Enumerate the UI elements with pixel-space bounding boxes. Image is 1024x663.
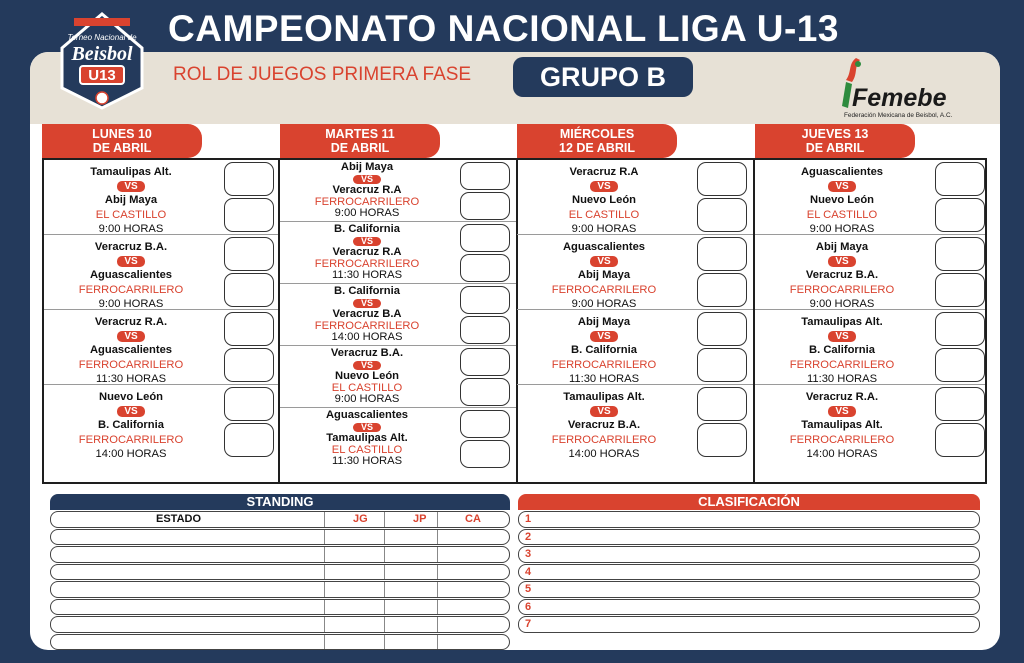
column-divider xyxy=(324,530,325,545)
vs-badge: VS xyxy=(353,361,381,370)
column-divider xyxy=(384,565,385,580)
team-away: Abij Maya xyxy=(577,269,631,282)
score-box-home[interactable] xyxy=(460,348,510,376)
match-block xyxy=(44,235,278,310)
femebe-logo xyxy=(832,56,982,118)
column-divider xyxy=(384,530,385,545)
vs-badge: VS xyxy=(117,256,145,267)
score-box-away[interactable] xyxy=(935,198,985,232)
clasificacion-row[interactable] xyxy=(518,529,980,546)
score-box-away[interactable] xyxy=(460,192,510,220)
match-block xyxy=(44,385,278,460)
vs-badge: VS xyxy=(828,256,856,267)
page-title: CAMPEONATO NACIONAL LIGA U-13 xyxy=(168,8,839,49)
day-column xyxy=(517,158,755,484)
clasificacion-row[interactable] xyxy=(518,616,980,633)
score-box-away[interactable] xyxy=(460,440,510,468)
day-column xyxy=(755,158,987,484)
team-away: Nuevo León xyxy=(571,194,637,207)
score-box-home[interactable] xyxy=(697,237,747,271)
team-away: Veracruz B.A xyxy=(332,308,402,321)
vs-badge: VS xyxy=(590,331,618,342)
vs-badge: VS xyxy=(590,181,618,192)
match-block xyxy=(280,346,516,408)
column-divider xyxy=(437,530,438,545)
column-divider xyxy=(384,600,385,615)
score-box-home[interactable] xyxy=(224,312,274,346)
column-divider xyxy=(324,512,325,527)
team-away: Veracruz R.A xyxy=(332,246,402,259)
group-badge: GRUPO B xyxy=(513,57,693,97)
match-block xyxy=(280,408,516,470)
team-away: Veracruz B.A. xyxy=(805,269,879,282)
team-away: Veracruz R.A xyxy=(332,184,402,197)
team-home: Veracruz R.A. xyxy=(94,316,168,328)
score-box-home[interactable] xyxy=(460,162,510,190)
match-time: 14:00 HORAS xyxy=(806,447,878,460)
position-number: 5 xyxy=(525,583,532,595)
standing-jg-header: JG xyxy=(353,513,368,525)
standing-row[interactable] xyxy=(50,564,510,581)
match-venue: EL CASTILLO xyxy=(568,208,640,221)
score-box-away[interactable] xyxy=(697,348,747,382)
clasificacion-row[interactable] xyxy=(518,564,980,581)
team-home: Abij Maya xyxy=(815,241,869,253)
position-number: 2 xyxy=(525,530,532,543)
column-divider xyxy=(437,547,438,562)
match-block xyxy=(755,385,985,460)
standing-row[interactable] xyxy=(50,616,510,633)
match-time: 9:00 HORAS xyxy=(334,207,400,220)
score-box-home[interactable] xyxy=(460,224,510,252)
score-box-away[interactable] xyxy=(697,273,747,307)
score-box-home[interactable] xyxy=(224,237,274,271)
column-divider xyxy=(384,512,385,527)
column-divider xyxy=(384,547,385,562)
match-block xyxy=(44,310,278,385)
match-venue: EL CASTILLO xyxy=(95,208,167,221)
clasificacion-row[interactable] xyxy=(518,546,980,563)
standing-ca-header: CA xyxy=(465,513,481,525)
match-time: 9:00 HORAS xyxy=(98,222,164,235)
match-block xyxy=(517,160,753,235)
clasificacion-row[interactable] xyxy=(518,581,980,598)
clasificacion-row[interactable] xyxy=(518,599,980,616)
vs-badge: VS xyxy=(590,256,618,267)
position-number: 3 xyxy=(525,548,532,560)
team-home: Veracruz B.A. xyxy=(94,241,168,253)
column-divider xyxy=(384,617,385,632)
match-block xyxy=(755,310,985,385)
tournament-logo xyxy=(52,10,152,110)
day-name: MIÉRCOLES xyxy=(559,127,635,141)
match-block xyxy=(280,160,516,222)
clasificacion-table xyxy=(518,494,980,633)
score-box-home[interactable] xyxy=(460,410,510,438)
match-venue: FERROCARRILERO xyxy=(551,283,657,296)
score-box-away[interactable] xyxy=(935,348,985,382)
logo-line3: U13 xyxy=(88,67,116,84)
score-box-home[interactable] xyxy=(697,162,747,196)
score-box-away[interactable] xyxy=(460,378,510,406)
match-venue: FERROCARRILERO xyxy=(314,195,420,208)
match-time: 11:30 HORAS xyxy=(331,269,403,282)
vs-badge: VS xyxy=(117,181,145,192)
vs-badge: VS xyxy=(590,406,618,417)
match-block xyxy=(517,385,753,460)
day-date: DE ABRIL xyxy=(92,141,152,155)
match-block xyxy=(755,235,985,310)
team-away: Tamaulipas Alt. xyxy=(326,432,408,445)
vs-badge: VS xyxy=(828,181,856,192)
team-home: B. California xyxy=(334,285,400,297)
match-time: 11:30 HORAS xyxy=(806,372,878,385)
day-date: DE ABRIL xyxy=(805,141,865,155)
day-column xyxy=(42,158,280,484)
team-home: Abij Maya xyxy=(340,161,394,173)
standing-title: STANDING xyxy=(50,494,510,510)
femebe-name: Femebe xyxy=(852,84,947,112)
score-box-home[interactable] xyxy=(224,162,274,196)
vs-badge: VS xyxy=(117,406,145,417)
team-away: B. California xyxy=(809,344,875,357)
column-divider xyxy=(437,617,438,632)
femebe-fullname: Federación Mexicana de Beisbol, A.C. xyxy=(844,112,953,119)
standing-row[interactable] xyxy=(50,634,510,651)
column-divider xyxy=(437,600,438,615)
score-box-away[interactable] xyxy=(460,316,510,344)
match-time: 11:30 HORAS xyxy=(95,372,167,385)
match-block xyxy=(280,222,516,284)
team-home: Veracruz R.A. xyxy=(805,391,879,403)
match-block xyxy=(280,284,516,346)
team-away: Tamaulipas Alt. xyxy=(801,419,883,432)
team-away: Nuevo León xyxy=(809,194,875,207)
vs-badge: VS xyxy=(353,423,381,432)
match-venue: FERROCARRILERO xyxy=(551,433,657,446)
match-venue: EL CASTILLO xyxy=(331,443,403,456)
score-box-home[interactable] xyxy=(697,387,747,421)
day-date: 12 DE ABRIL xyxy=(559,141,635,155)
column-divider xyxy=(384,582,385,597)
vs-badge: VS xyxy=(353,175,381,184)
column-divider xyxy=(324,582,325,597)
score-box-home[interactable] xyxy=(935,312,985,346)
match-venue: FERROCARRILERO xyxy=(78,358,184,371)
column-divider xyxy=(437,582,438,597)
score-box-away[interactable] xyxy=(224,198,274,232)
clasificacion-row[interactable] xyxy=(518,511,980,528)
team-away: B. California xyxy=(571,344,637,357)
team-home: Tamaulipas Alt. xyxy=(801,316,883,328)
match-venue: FERROCARRILERO xyxy=(78,433,184,446)
match-time: 11:30 HORAS xyxy=(331,455,403,468)
match-block xyxy=(755,160,985,235)
match-venue: FERROCARRILERO xyxy=(78,283,184,296)
column-divider xyxy=(324,617,325,632)
match-time: 9:00 HORAS xyxy=(571,297,637,310)
team-away: Aguascalientes xyxy=(89,269,173,282)
standing-estado-header: ESTADO xyxy=(156,513,202,525)
match-venue: FERROCARRILERO xyxy=(314,319,420,332)
score-box-away[interactable] xyxy=(935,273,985,307)
day-name: LUNES 10 xyxy=(92,127,152,141)
match-time: 14:00 HORAS xyxy=(331,331,403,344)
standing-jp-header: JP xyxy=(413,513,427,525)
match-time: 9:00 HORAS xyxy=(571,222,637,235)
position-number: 7 xyxy=(525,618,532,630)
match-time: 9:00 HORAS xyxy=(809,222,875,235)
score-box-away[interactable] xyxy=(460,254,510,282)
day-column xyxy=(280,158,518,484)
logo-line2: Beisbol xyxy=(71,43,133,65)
team-home: Tamaulipas Alt. xyxy=(563,391,645,403)
match-venue: FERROCARRILERO xyxy=(789,433,895,446)
column-divider xyxy=(384,635,385,650)
position-number: 4 xyxy=(525,565,532,578)
match-time: 9:00 HORAS xyxy=(334,393,400,406)
vs-badge: VS xyxy=(828,331,856,342)
column-divider xyxy=(324,565,325,580)
match-venue: FERROCARRILERO xyxy=(551,358,657,371)
standing-row[interactable] xyxy=(50,599,510,616)
team-home: Veracruz R.A xyxy=(569,166,639,178)
team-home: Aguascalientes xyxy=(562,241,646,253)
score-box-home[interactable] xyxy=(460,286,510,314)
column-divider xyxy=(437,635,438,650)
day-date: DE ABRIL xyxy=(330,141,390,155)
position-number: 1 xyxy=(525,513,532,525)
score-box-home[interactable] xyxy=(935,162,985,196)
day-header xyxy=(517,124,677,158)
team-away: Veracruz B.A. xyxy=(567,419,641,432)
team-home: Veracruz B.A. xyxy=(330,347,404,359)
match-venue: FERROCARRILERO xyxy=(789,358,895,371)
clasificacion-title: CLASIFICACIÓN xyxy=(518,494,980,510)
team-away: B. California xyxy=(98,419,164,432)
match-block xyxy=(44,160,278,235)
match-venue: EL CASTILLO xyxy=(331,381,403,394)
match-time: 9:00 HORAS xyxy=(809,297,875,310)
standing-header-row xyxy=(50,511,510,528)
score-box-away[interactable] xyxy=(935,423,985,457)
team-home: Aguascalientes xyxy=(325,409,409,421)
score-box-away[interactable] xyxy=(224,273,274,307)
column-divider xyxy=(324,547,325,562)
score-box-away[interactable] xyxy=(697,423,747,457)
score-box-home[interactable] xyxy=(697,312,747,346)
vs-badge: VS xyxy=(117,331,145,342)
column-divider xyxy=(324,600,325,615)
score-box-away[interactable] xyxy=(224,348,274,382)
day-name: JUEVES 13 xyxy=(801,127,869,141)
vs-badge: VS xyxy=(353,237,381,246)
vs-badge: VS xyxy=(353,299,381,308)
standing-table xyxy=(50,494,510,650)
team-home: B. California xyxy=(334,223,400,235)
team-home: Aguascalientes xyxy=(800,166,884,178)
match-time: 14:00 HORAS xyxy=(568,447,640,460)
match-venue: FERROCARRILERO xyxy=(789,283,895,296)
position-number: 6 xyxy=(525,600,532,613)
day-header xyxy=(280,124,440,158)
match-time: 11:30 HORAS xyxy=(568,372,640,385)
match-block xyxy=(517,235,753,310)
column-divider xyxy=(437,565,438,580)
match-block xyxy=(517,310,753,385)
team-away: Aguascalientes xyxy=(89,344,173,357)
score-box-home[interactable] xyxy=(935,237,985,271)
match-venue: EL CASTILLO xyxy=(806,208,878,221)
score-box-away[interactable] xyxy=(224,423,274,457)
match-venue: FERROCARRILERO xyxy=(314,257,420,270)
day-header xyxy=(755,124,915,158)
team-home: Abij Maya xyxy=(577,316,631,328)
page-subtitle: ROL DE JUEGOS PRIMERA FASE xyxy=(173,64,472,85)
match-time: 14:00 HORAS xyxy=(95,447,167,460)
team-away: Abij Maya xyxy=(104,194,158,207)
score-box-away[interactable] xyxy=(697,198,747,232)
score-box-home[interactable] xyxy=(224,387,274,421)
column-divider xyxy=(324,635,325,650)
column-divider xyxy=(437,512,438,527)
vs-badge: VS xyxy=(828,406,856,417)
day-name: MARTES 11 xyxy=(325,127,395,141)
team-home: Tamaulipas Alt. xyxy=(90,166,172,178)
team-away: Nuevo León xyxy=(334,370,400,383)
match-time: 9:00 HORAS xyxy=(98,297,164,310)
standing-row[interactable] xyxy=(50,529,510,546)
standing-row[interactable] xyxy=(50,546,510,563)
score-box-home[interactable] xyxy=(935,387,985,421)
logo-line1: Torneo Nacional de xyxy=(67,33,137,42)
day-header xyxy=(42,124,202,158)
standing-row[interactable] xyxy=(50,581,510,598)
team-home: Nuevo León xyxy=(98,391,164,403)
